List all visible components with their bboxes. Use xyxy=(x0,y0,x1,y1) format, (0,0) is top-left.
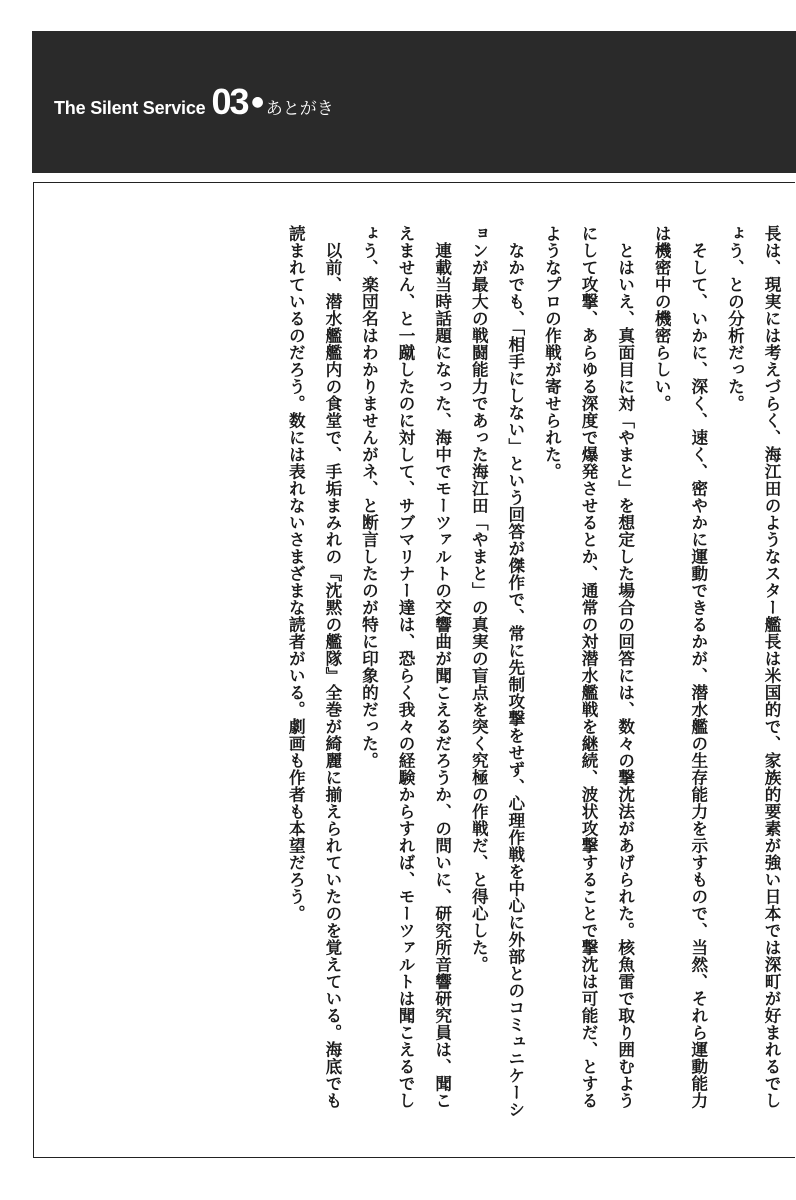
paragraph-3: とはいえ、真面目に対「やまと」を想定した場合の回答には、数々の撃沈法があげられた。核魚雷で取り囲むようにして攻撃、あらゆる深度で爆発させるとか、通常の対潜水艦戦を継続、波状攻撃することで撃沈は可能だ、とするようなプロの作戦が寄せられた。 xyxy=(542,225,635,1109)
chapter-title: あとがき xyxy=(265,99,334,119)
paragraph-6: 以前、潜水艦艦内の食堂で、手垢まみれの『沈黙の艦隊』全巻が綺麗に揃えられていたのを覚えている。海底でも読まれているのだろう。数には表れないさまざまな読者がいる。劇画も作者も本望だろう。 xyxy=(286,225,342,1109)
header-band xyxy=(32,31,796,173)
paragraph-2: そして、いかに、深く、速く、密やかに運動できるかが、潜水艦の生存能力を示すもので、当然、それら運動能力は機密中の機密らしい。 xyxy=(652,225,708,1109)
paragraph-4: なかでも、「相手にしない」という回答が傑作で、常に先制攻撃をせず、心理作戦を中心に外部とのコミュニケーションが最大の戦闘能力であった海江田「やまと」の真実の盲点を突く究極の作戦だ、と得心した。 xyxy=(469,225,525,1118)
bullet-icon: ● xyxy=(251,94,264,110)
chapter-number: 03 xyxy=(211,81,248,122)
text-frame xyxy=(33,182,795,1158)
series-name: The Silent Service xyxy=(54,98,206,118)
paragraph-5: 連載当時話題になった、海中でモーツァルトの交響曲が聞こえるだろうか、の問いに、研究所音響研究員は、聞こえません、と一蹴したのに対して、サブマリナー達は、恐らく我々の経験からすれば、モーツァルトは聞こえるでしょう、楽団名はわかりませんがネ、と断言したのが特に印象的だった。 xyxy=(359,225,452,1109)
chapter-header xyxy=(54,81,334,123)
afterword-body xyxy=(277,225,789,1125)
paragraph-1: 長は、現実には考えづらく、海江田のようなスター艦長は米国的で、家族的要素が強い日本では深町が好まれるでしょう、との分析だった。 xyxy=(725,225,781,1109)
